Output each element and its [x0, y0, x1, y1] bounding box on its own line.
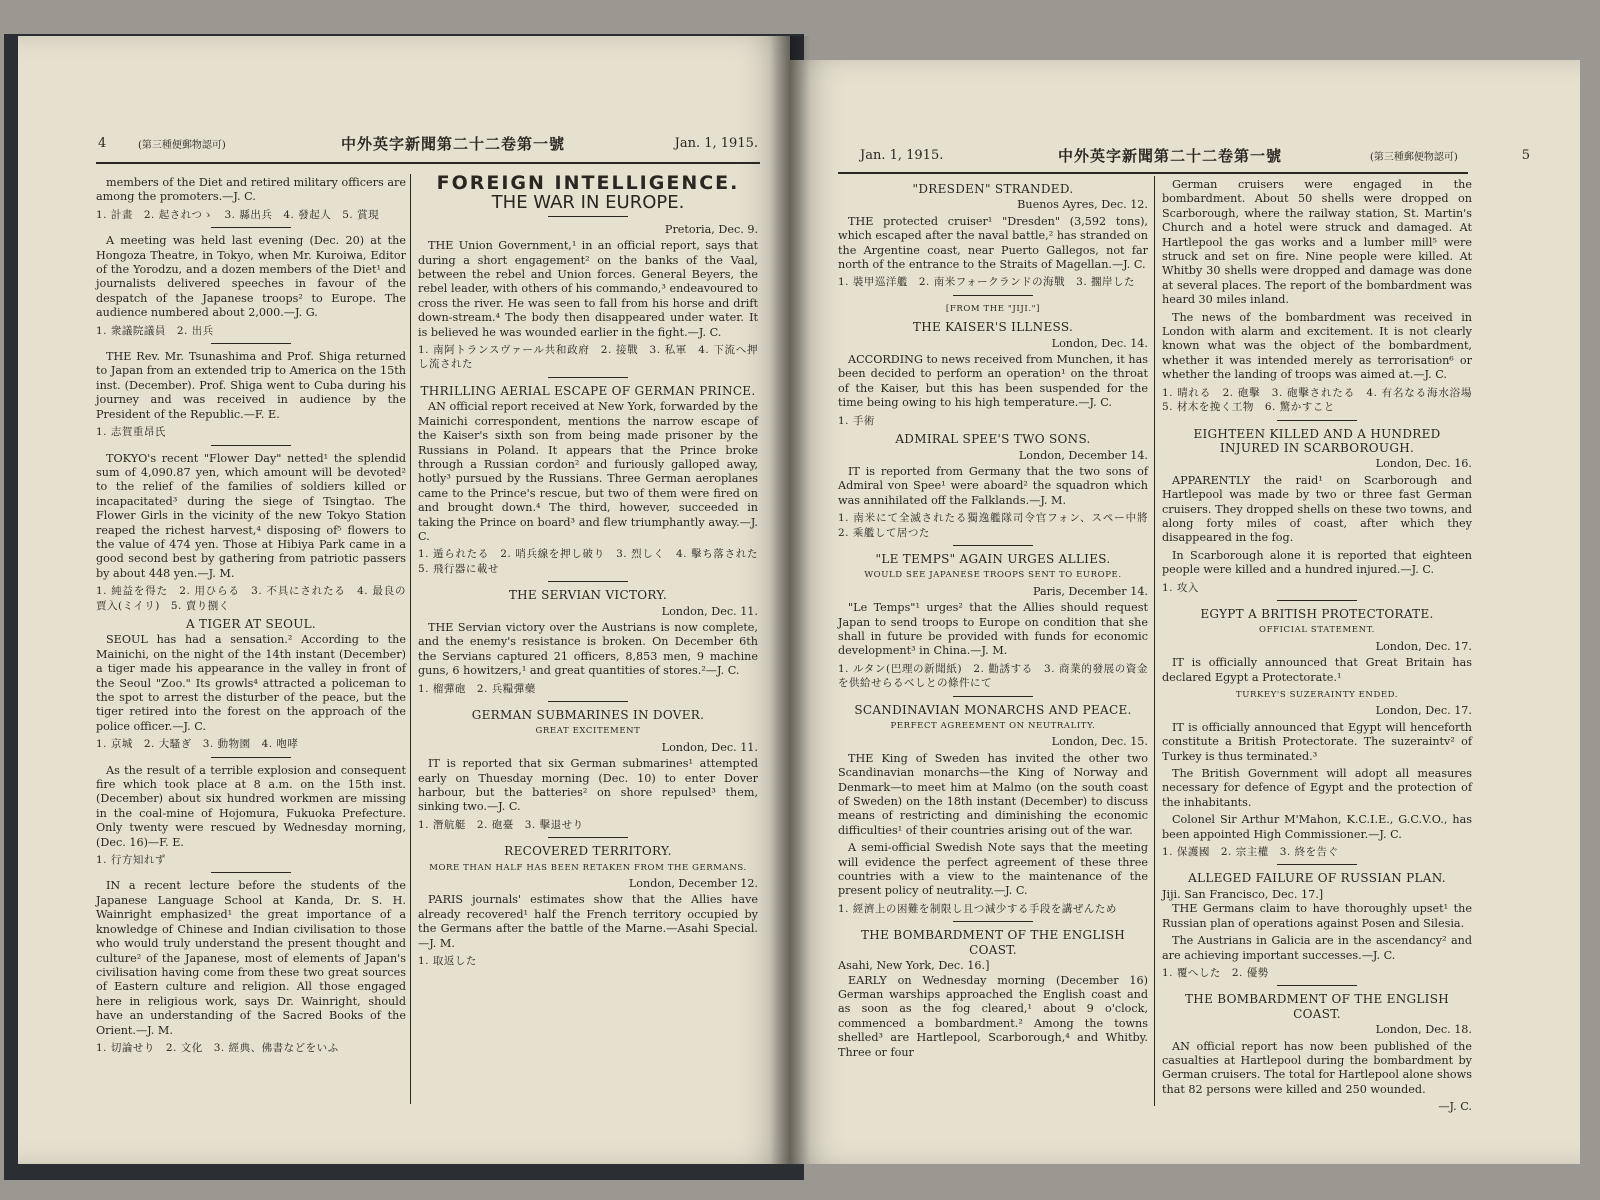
- section-separator: [211, 872, 291, 873]
- dateline: London, Dec. 17.: [1375, 639, 1472, 653]
- section-separator: [211, 343, 291, 344]
- article-paragraph: THE Servian victory over the Austrians is now complete, and the enemy's resistance is broken. On December 6th the Servians captured 21 officers, 8,853 men, 9 machine guns, 6 howitzers,¹ and great quantities of stores.²—J. C.: [418, 620, 758, 678]
- article-headline: "DRESDEN" STRANDED.: [912, 182, 1074, 196]
- japanese-gloss: 1. 志賀重昂氏: [96, 426, 166, 439]
- japanese-gloss: 1. 取返した: [418, 955, 477, 968]
- dateline: London, Dec. 16.: [1375, 457, 1472, 471]
- article-subheadline: PERFECT AGREEMENT ON NEUTRALITY.: [890, 721, 1096, 731]
- japanese-gloss: 1. 遁られたる 2. 哨兵線を押し破り 3. 烈しく 4. 擊ち落された 5. 飛行器に載せ: [418, 548, 769, 575]
- article-headline: SCANDINAVIAN MONARCHS AND PEACE.: [854, 702, 1132, 717]
- section-separator: [1277, 985, 1357, 986]
- dateline: London, Dec. 11.: [661, 604, 758, 618]
- postal-license: (第三種郵便物認可): [1370, 151, 1458, 163]
- japanese-gloss: 1. 衆議院議員 2. 出兵: [96, 324, 214, 337]
- section-separator: [211, 757, 291, 758]
- dateline: Pretoria, Dec. 9.: [664, 222, 758, 236]
- section-subtitle: THE WAR IN EUROPE.: [491, 192, 685, 214]
- article-headline: A TIGER AT SEOUL.: [185, 616, 317, 631]
- article-paragraph: PARIS journals' estimates show that the Allies have already recovered¹ half the French territory occupied by the Germans after the battle of the Marne.—Asahi Special.—J. M.: [418, 893, 758, 950]
- article-headline: THE BOMBARDMENT OF THE ENGLISH COAST.: [1185, 992, 1449, 1021]
- article-paragraph: IT is officially announced that Egypt will henceforth constitute a British Protectorate. The suzeraintv² of Turkey is thus terminated.³: [1162, 720, 1472, 763]
- section-separator: [953, 921, 1033, 922]
- source-line: Asahi, New York, Dec. 16.]: [838, 959, 990, 973]
- section-separator: [1277, 420, 1357, 421]
- section-separator: [953, 295, 1033, 296]
- article-paragraph: THE protected cruiser¹ "Dresden" (3,592 tons), which escaped after the naval battle,² has stranded on the Argentine coast, near Puerto Gallegos, not far north of the entrance to the Straits of Magellan.—J. C.: [838, 214, 1148, 272]
- article-subheadline: GREAT EXCITEMENT: [535, 726, 641, 737]
- header-rule: [838, 172, 1468, 174]
- page-number: 4: [98, 135, 107, 151]
- section-separator: [548, 837, 628, 838]
- right-column-2: [1162, 178, 1483, 1114]
- dateline: —J. C.: [1438, 1100, 1472, 1114]
- dateline: Paris, December 14.: [1032, 584, 1148, 598]
- article-subheadline: TURKEY'S SUZERAINTY ENDED.: [1235, 690, 1399, 700]
- article-paragraph: APPARENTLY the raid¹ on Scarborough and Hartlepool was made by two or three fast German cruisers. They dropped shells on these two towns, and along forty miles of coast, after which they disappeared in the fog.: [1162, 473, 1472, 545]
- japanese-gloss: 1. 潛航艇 2. 砲臺 3. 擊退せり: [418, 818, 584, 831]
- article-paragraph: THE Rev. Mr. Tsunashima and Prof. Shiga returned to Japan from an extended trip to America on the 15th inst. (December). Prof. Shiga went to Cuba during his journey and was received in audience by the President of the Republic.—F. E.: [96, 350, 406, 421]
- section-title: FOREIGN INTELLIGENCE.: [436, 172, 740, 194]
- article-headline: EGYPT A BRITISH PROTECTORATE.: [1200, 606, 1434, 621]
- dateline: London, December 12.: [628, 877, 758, 891]
- issue-date: Jan. 1, 1915.: [674, 135, 758, 151]
- article-headline: GERMAN SUBMARINES IN DOVER.: [471, 708, 705, 722]
- article-headline: THE BOMBARDMENT OF THE ENGLISH COAST.: [861, 928, 1125, 957]
- article-headline: THE SERVIAN VICTORY.: [508, 588, 668, 603]
- article-headline: THE KAISER'S ILLNESS.: [912, 320, 1074, 335]
- column-divider: [1154, 176, 1155, 1106]
- article-paragraph: As the result of a terrible explosion and consequent fire which took place at 8 a.m. on the 15th inst. (December) about six hundred workmen are missing in the coal-mine of Hojomura, Fukuoka Prefecture. Only twenty were rescued by Wednesday morning, (Dec. 16)—F. E.: [96, 763, 406, 849]
- article-paragraph: Colonel Sir Arthur M'Mahon, K.C.I.E., G.C.V.O., has been appointed High Commissioner.—J. C.: [1162, 813, 1472, 841]
- article-paragraph: IT is reported from Germany that the two sons of Admiral von Spee¹ were aboard² the squadron which was annihilated off the Falklands.—J. M.: [838, 464, 1148, 507]
- article-paragraph: TOKYO's recent "Flower Day" netted¹ the splendid sum of 4,090.87 yen, which amount will be devoted² to the relief of the families of soldiers killed or incapacitated³ during the siege of Tsingtao. The Flower Girls in the vicinity of the new Tokyo Station reaped the richest harvest,⁴ disposing of⁵ flowers to the value of 474 yen. Those at Hibiya Park came in a good second best by gathering from patriotic passers by about 448 yen.—J. M.: [96, 451, 406, 580]
- article-paragraph: The British Government will adopt all measures necessary for defence of Egypt and the protection of the inhabitants.: [1162, 767, 1472, 809]
- article-paragraph: In Scarborough alone it is reported that eighteen people were killed and a hundred injured.—J. C.: [1162, 548, 1472, 577]
- article-paragraph: IN a recent lecture before the students of the Japanese Language School at Kanda, Dr. S. H. Wainright emphasized¹ the great importance of a knowledge of Chinese and Indian civilisation to those who would truly understand the present thought and culture² of the Japanese, most of elements of Japan's civilisation having come from these two great sources of Eastern culture and religion. All those engaged here in religious work, says Dr. Wainright, should have an understanding of the Sacred Books of the Orient.—J. M.: [96, 879, 406, 1037]
- left-running-head: [98, 128, 758, 158]
- japanese-gloss: 1. 晴れる 2. 砲擊 3. 砲擊されたる 4. 有名なる海水浴場 5. 材木を挽く工物 6. 驚かすこと: [1162, 386, 1483, 414]
- article-headline: RECOVERED TERRITORY.: [504, 844, 672, 859]
- article-paragraph: AN official report has now been published of the casualties at Hartlepool during the bombardment by German cruisers. The total for Hartlepool alone shows that 82 persons were killed and 250 wounded.: [1162, 1039, 1472, 1096]
- header-rule: [96, 162, 760, 164]
- dateline: London, Dec. 17.: [1375, 704, 1472, 718]
- postal-license: (第三種便郵物認可): [138, 139, 226, 151]
- article-headline: EIGHTEEN KILLED AND A HUNDRED INJURED IN SCARBOROUGH.: [1193, 426, 1441, 455]
- japanese-gloss: 1. 覆へした 2. 優勢: [1162, 966, 1269, 979]
- section-separator: [1277, 600, 1357, 601]
- section-separator: [953, 545, 1033, 546]
- article-paragraph: SEOUL has had a sensation.² According to the Mainichi, on the night of the 14th instant (December) a tiger made his appearance in the valley in front of the Seoul "Zoo." Its growls⁴ attracted a policeman to the spot to arrest the disturber of the peace, but the tiger retired into the forest on the approach of the police officer.—J. C.: [96, 633, 406, 733]
- masthead: 中外英字新聞第二十二卷第一號: [1057, 146, 1282, 165]
- japanese-gloss: 1. 南米にて全滅されたる獨逸艦隊司令官フォン、スペー中將 2. 乘艦して居つた: [838, 512, 1159, 539]
- japanese-gloss: 1. 手術: [838, 414, 875, 427]
- section-separator: [953, 696, 1033, 697]
- section-separator: [548, 377, 628, 378]
- right-page: [790, 60, 1580, 1164]
- dateline: Buenos Ayres, Dec. 12.: [1017, 198, 1148, 212]
- article-paragraph: THE Germans claim to have thoroughly upset¹ the Russian plan of operations against Posen and Silesia.: [1162, 902, 1472, 930]
- article-paragraph: "Le Temps"¹ urges² that the Allies should request Japan to send troops to Europe on condition that she shall in future be provided with funds for economic development³ in China.—J. M.: [838, 601, 1148, 658]
- column-divider: [410, 174, 411, 1104]
- article-paragraph: The news of the bombardment was received in London with alarm and excitement. It is not clearly known what was the object of the bombardment, whether it was intended merely as terrorisation⁶ or whether the landing of troops was aimed at.—J. C.: [1162, 310, 1472, 382]
- article-paragraph: EARLY on Wednesday morning (December 16) German warships approached the English coast and as soon as the fog cleared,¹ about 9 o'clock, commenced a bombardment.² Among the towns shelled³ are Hartlepool, Scarborough,⁴ and Whitby. Three or four: [838, 973, 1148, 1059]
- page-number: 5: [1521, 147, 1530, 163]
- japanese-gloss: 1. 行方知れず: [96, 854, 166, 867]
- issue-date: Jan. 1, 1915.: [860, 147, 944, 163]
- japanese-gloss: 1. 保護國 2. 宗主權 3. 終を告ぐ: [1162, 846, 1339, 859]
- article-paragraph: The Austrians in Galicia are in the ascendancy² and are achieving important successes.—J. C.: [1162, 934, 1472, 962]
- section-separator: [211, 445, 291, 446]
- article-paragraph: THE Union Government,¹ in an official report, says that during a short engagement² on the banks of the Vaal, between the rebel and Union forces. General Beyers, the rebel leader, with others of his commando,³ endeavoured to cross the river. He was seen to fall from his horse and drift down-stream.⁴ The body then disappeared under water. It is believed he was wounded earlier in the fight.—J. C.: [418, 239, 758, 339]
- article-headline: "LE TEMPS" AGAIN URGES ALLIES.: [875, 551, 1111, 566]
- left-column-2: [418, 172, 769, 1096]
- japanese-gloss: 1. 裝甲巡洋艦 2. 南米フォークランドの海戰 3. 擱岸した: [838, 276, 1136, 289]
- japanese-gloss: 1. 純益を得た 2. 用ひらる 3. 不具にされたる 4. 最良の賈入(ミイリ) 5. 賣り捌く: [96, 585, 406, 612]
- japanese-gloss: 1. 切論せり 2. 文化 3. 經典、佛書などをいふ: [96, 1041, 339, 1054]
- japanese-gloss: 1. 京城 2. 大騷ぎ 3. 動物園 4. 咆哮: [96, 738, 299, 751]
- section-separator: [548, 701, 628, 702]
- japanese-gloss: 1. 榴彈砲 2. 兵糧彈藥: [418, 682, 536, 695]
- section-separator: [548, 581, 628, 582]
- article-headline: THRILLING AERIAL ESCAPE OF GERMAN PRINCE.: [420, 383, 756, 398]
- article-paragraph: members of the Diet and retired military officers are among the promoters.—J. C.: [96, 176, 406, 204]
- right-column-1: [838, 178, 1159, 1098]
- article-paragraph: AN official report received at New York, forwarded by the Mainichi correspondent, mentions the narrow escape of the Kaiser's sixth son from being made prisoner by the Russians in Poland. It appears that the Prince broke through a Russian cordon² and furiously galloped away, hotly³ pursued by the Russians. Three German aeroplanes came to the Prince's rescue, but two of them were fired on and brought down.⁴ The third, however, succeeded in taking the Prince on board³ and flew triumphantly away.—J. C.: [418, 400, 758, 543]
- article-headline: ADMIRAL SPEE'S TWO SONS.: [895, 432, 1091, 447]
- article-paragraph: German cruisers were engaged in the bombardment. About 50 shells were dropped on Scarborough, where the railway station, St. Martin's Church and a hotel were struck and damaged. At Hartlepool the gas works and a lumber mill⁵ were struck and set on fire. Nine people were killed. At Whitby 30 shells were dropped and damage was done at several places. The report of the bombardment was heard 30 miles inland.: [1162, 178, 1472, 307]
- japanese-gloss: 1. 計畫 2. 起されつゝ 3. 縣出兵 4. 發起人 5. 賞現: [96, 208, 380, 221]
- article-paragraph: IT is officially announced that Great Britain has declared Egypt a Protectorate.¹: [1162, 656, 1472, 684]
- dateline: London, Dec. 14.: [1051, 336, 1148, 350]
- left-column-1: [96, 176, 406, 1096]
- right-running-head: [860, 140, 1530, 170]
- left-page: [18, 36, 790, 1164]
- japanese-gloss: 1. 南阿トランスヴァール共和政府 2. 接戰 3. 私軍 4. 下流へ押し流された: [418, 344, 758, 371]
- article-paragraph: THE King of Sweden has invited the other two Scandinavian monarchs—the King of Norway and Denmark—to meet him at Malmo (on the south coast of Sweden) on the 18th instant (December) to discuss means of restricting and diminishing the economic difficulties¹ of their countries arising out of the war.: [838, 751, 1148, 837]
- japanese-gloss: 1. 攻入: [1162, 581, 1199, 594]
- source-line: Jiji. San Francisco, Dec. 17.]: [1162, 887, 1324, 901]
- section-separator: [211, 227, 291, 228]
- dateline: London, Dec. 11.: [661, 740, 758, 754]
- article-subheadline: OFFICIAL STATEMENT.: [1259, 625, 1375, 636]
- dateline: London, Dec. 18.: [1375, 1023, 1472, 1037]
- article-subheadline: MORE THAN HALF HAS BEEN RETAKEN FROM THE GERMANS.: [429, 862, 747, 873]
- article-subheadline: [FROM THE "JIJI."]: [945, 303, 1041, 314]
- article-headline: ALLEGED FAILURE OF RUSSIAN PLAN.: [1188, 871, 1446, 886]
- article-subheadline: WOULD SEE JAPANESE TROOPS SENT TO EUROPE.: [864, 570, 1122, 581]
- section-separator: [548, 216, 628, 217]
- masthead: 中外英字新聞第二十二卷第一號: [340, 134, 565, 153]
- dateline: London, Dec. 15.: [1051, 735, 1148, 749]
- article-paragraph: A meeting was held last evening (Dec. 20) at the Hongoza Theatre, in Tokyo, when Mr. Kuroiwa, Editor of the Yorodzu, and a dozen members of the Diet¹ and journalists delivered speeches in favour of the despatch of the Japanese troops² to Europe. The audience numbered about 2,000.—J. G.: [96, 234, 406, 320]
- article-paragraph: ACCORDING to news received from Munchen, it has been decided to perform an operation¹ on the throat of the Kaiser, but this has been suspended for the time being owing to his high temperature.—J. C.: [838, 353, 1148, 410]
- article-paragraph: IT is reported that six German submarines¹ attempted early on Thuesday morning (Dec. 10) to enter Dover harbour, but the batteries² on shore repulsed³ them, sinking two.—J. C.: [418, 757, 758, 814]
- japanese-gloss: 1. 經濟上の困難を制限し且つ減少する手段を講ぜんため: [838, 902, 1117, 915]
- japanese-gloss: 1. ルタン(巴理の新聞紙) 2. 勸誘する 3. 商業的發展の資金を供給せらるべしとの條件にて: [838, 662, 1148, 690]
- book-gutter: [770, 36, 810, 1164]
- dateline: London, December 14.: [1018, 448, 1148, 462]
- section-separator: [1277, 864, 1357, 865]
- article-paragraph: A semi-official Swedish Note says that the meeting will evidence the perfect agreement of these three countries with a view to the maintenance of the present policy of neutrality.—J. C.: [838, 841, 1148, 898]
